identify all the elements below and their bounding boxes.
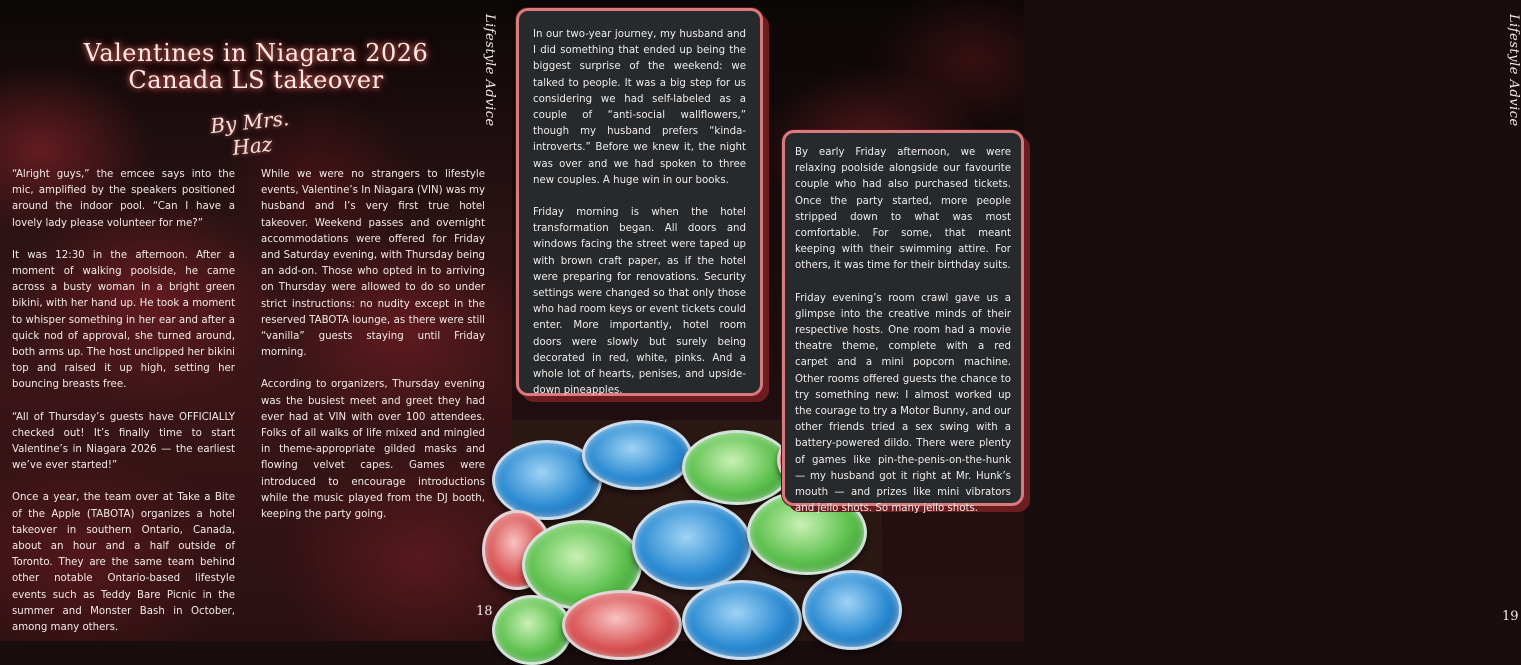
paragraph: Once a year, the team over at Take a Bite of the Apple (TABOTA) organizes a hotel takeover in southern Ontario, Canada, about an hour and a half outside of Toronto. They are the same team behind other notable Ontario-based lifestyle events such as Teddy Bare Picnic in the summer and Monster Bash in October, among many others. [12,492,235,634]
article-title [30,40,482,94]
paragraph: Friday evening’s room crawl gave us a glimpse into the creative minds of their respective hosts. One room had a movie theatre theme, complete with a red carpet and a mini popcorn machine. Other rooms offered guests the chance to try something new: I almost worked up the courage to try a Motor Bunny, and our other friends tried a sex swing with a battery-powered dildo. There were plenty of games like pin-the-penis-on-the-hunk — my husband got it right at Mr. Hunk’s mouth — and prizes like mini vibrators and jello shots. So many jello shots. [795,292,1011,515]
paragraph: By early Friday afternoon, we were relaxing poolside alongside our favourite couple who had also purchased tickets. Once the party started, more people stripped down to what was most comfortable. For some, that meant keeping with their swimming attire. For others, it was time for their birthday suits. [795,147,1011,272]
paragraph: It was 12:30 in the afternoon. After a moment of walking poolside, he came across a busty woman in a bright green bikini, with her hand up. He took a moment to whisper something in her ear and after a quick nod of approval, she turned around, both arms up. The host unclipped her bikini top and raised it up high, setting her bouncing breasts free. [12,249,235,391]
paragraph: In our two-year journey, my husband and I did something that ended up being the biggest surprise of the weekend: we talked to people. It was a big step for us considering we had self-labeled as a couple of “anti-social wallflowers,” though my husband prefers “kinda-introverts.” Before we knew it, the night was over and we had spoken to three new couples. A huge win in our books. [533,29,746,186]
right-page [512,0,1521,641]
left-page [0,0,512,641]
section-tag: Lifestyle Advice [1506,14,1521,127]
column-a [12,167,235,652]
jello-cup [682,580,802,660]
text-card [516,8,763,396]
paragraph: While we were no strangers to lifestyle events, Valentine’s In Niagara (VIN) was my husband and I’s very first true hotel takeover. Weekend passes and overnight accommodations were offered for Friday and Saturday evening, with Thursday being an add-on. Those who opted in to arriving on Thursday were allowed to do so under strict instructions: no nudity except in the reserved TABOTA lounge, as there were still “vanilla” guests staying until Friday morning. [261,169,485,359]
author-byline: By Mrs. Haz [209,106,291,160]
paragraph: Friday morning is when the hotel transformation began. All doors and windows facing the street were taped up with brown craft paper, as if the hotel were preparing for renovations. Security settings were changed so that only those who had room keys or event tickets could enter. More importantly, hotel room doors were slowly but surely being decorated in red, white, pinks. And a whole lot of hearts, penises, and upside-down pineapples. [533,207,746,397]
text-card [782,130,1024,515]
jello-cup [492,595,572,665]
page-number: 19 [1502,609,1519,624]
column-b [261,167,485,539]
jello-cup [802,570,902,650]
paragraph: “Alright guys,” the emcee says into the mic, amplified by the speakers positioned around the indoor pool. “Can I have a lovely lady please volunteer for me?” [12,169,235,229]
jello-cup [562,590,682,660]
title-line-2: Canada LS takeover [128,66,384,94]
section-tag: Lifestyle Advice [482,14,497,127]
jello-cup [582,420,692,490]
paragraph: “All of Thursday’s guests have OFFICIALLY checked out! It’s finally time to start Valentine’s in Niagara 2026 — the earliest we’ve ever started!” [12,411,235,472]
paragraph: According to organizers, Thursday evening was the busiest meet and greet they had ever had at VIN with over 100 attendees. Folks of all walks of life mixed and mingled in theme-appropriate gilded masks and flowing velvet capes. Games were introduced to encourage introductions while the music played from the DJ booth, keeping the party going. [261,379,485,521]
page-number: 18 [476,604,493,619]
jello-cup [682,430,792,505]
jello-cup [632,500,752,590]
title-line-1: Valentines in Niagara 2026 [83,39,429,67]
